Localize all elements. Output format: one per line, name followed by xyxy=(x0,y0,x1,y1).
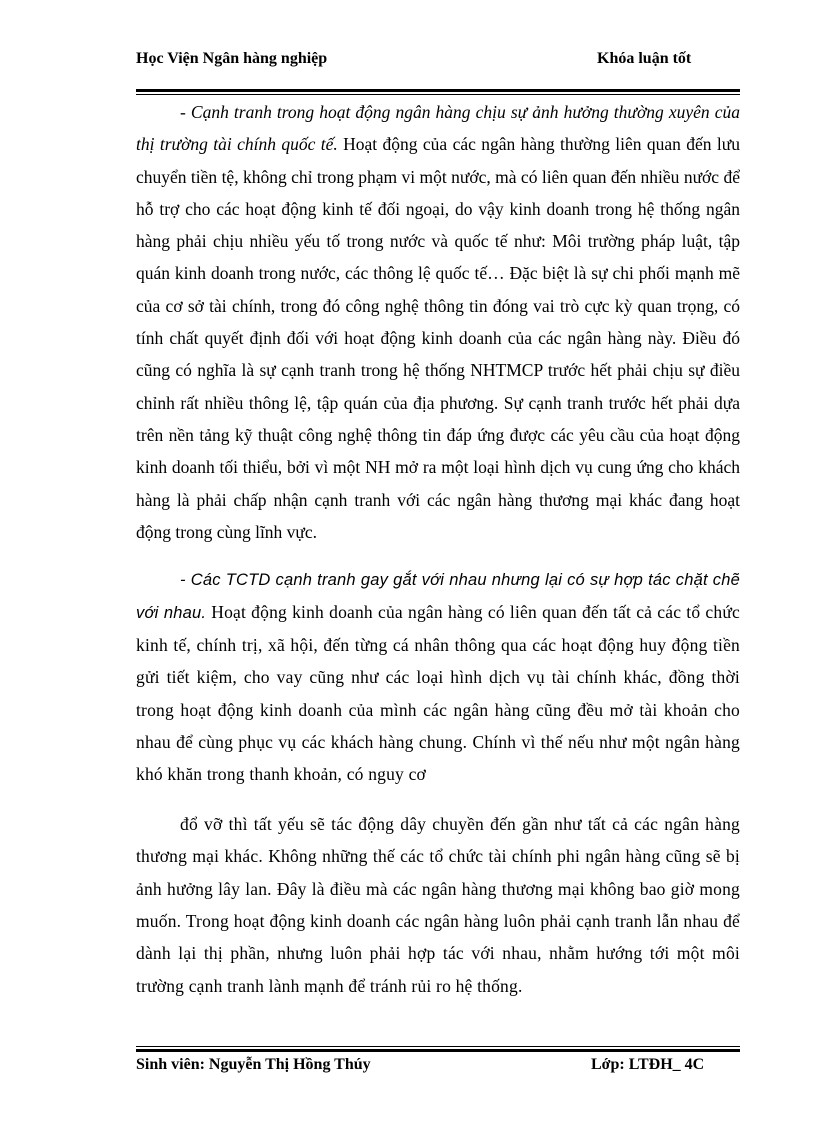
paragraph-2-text: Hoạt động kinh doanh của ngân hàng có liên quan đến tất cả các tổ chức kinh tế, chính trị, xã hội, đến từng cá nhân thông qua các hoạt động huy động tiền gửi tiết kiệm, cho vay cũng như các loại hình dịch vụ tài chính khác, đồng thời trong hoạt động kinh doanh của mình các ngân hàng cũng đều mở tài khoản cho nhau để cùng phục vụ các khách hàng chung. Chính vì thế nếu như một ngân hàng khó khăn trong thanh khoản, có nguy cơ xyxy=(136,601,740,785)
footer-rule-thick xyxy=(136,1049,740,1052)
paragraph-2 xyxy=(136,563,740,791)
paragraph-2-lead: - Các TCTD cạnh tranh gay gắt với nhau nhưng lại có sự hợp tác chặt chẽ với nhau. xyxy=(136,570,740,622)
body-text xyxy=(136,96,740,548)
paragraph-1-lead: - Cạnh tranh trong hoạt động ngân hàng chịu sự ảnh hưởng thường xuyên của thị trường tài chính quốc tế. xyxy=(136,102,740,155)
header-document-type: Khóa luận tốt xyxy=(597,50,692,67)
footer-class: Lớp: LTĐH_ 4C xyxy=(591,1056,705,1073)
page-footer xyxy=(136,1046,740,1086)
paragraph-1 xyxy=(136,96,740,548)
header-rule-thick xyxy=(136,89,740,92)
page-header xyxy=(136,48,740,94)
header-institution: Học Viện Ngân hàng nghiệp xyxy=(136,50,328,67)
paragraph-3-text: đổ vỡ thì tất yếu sẽ tác động dây chuyền đến gần như tất cả các ngân hàng thương mại khác. Không những thế các tổ chức tài chính phi ngân hàng cũng sẽ bị ảnh hưởng lây lan. Đây là điều mà các ngân hàng thương mại không bao giờ mong muốn. Trong hoạt động kinh doanh các ngân hàng luôn phải cạnh tranh lẫn nhau để dành lại thị phần, nhưng luôn phải hợp tác với nhau, nhằm hướng tới một môi trường cạnh tranh lành mạnh để tránh rủi ro hệ thống. xyxy=(136,814,740,996)
header-rule-thin xyxy=(136,94,740,95)
paragraph-1-text: Hoạt động của các ngân hàng thường liên quan đến lưu chuyển tiền tệ, không chỉ trong phạm vi một nước, mà có liên quan đến nhiều nước để hỗ trợ cho các hoạt động kinh tế đối ngoại, do vậy kinh doanh trong hệ thống ngân hàng phải chịu nhiều yếu tố trong nước và quốc tế như: Môi trường pháp luật, tập quán kinh doanh trong nước, các thông lệ quốc tế… Đặc biệt là sự chi phối mạnh mẽ của cơ sở tài chính, trong đó công nghệ thông tin đóng vai trò cực kỳ quan trọng, có tính chất quyết định đối với hoạt động kinh doanh của các ngân hàng này. Điều đó cũng có nghĩa là sự cạnh tranh trong hệ thống NHTMCP trước hết phải chịu sự điều chỉnh rất nhiều thông lệ, tập quán của địa phương. Sự cạnh tranh trước hết phải dựa trên nền tảng kỹ thuật công nghệ thông tin đáp ứng được các yêu cầu của hoạt động kinh doanh tối thiểu, bởi vì một NH mở ra một loại hình dịch vụ cung ứng cho khách hàng là phải chấp nhận cạnh tranh với các ngân hàng thương mại khác đang hoạt động trong cùng lĩnh vực. xyxy=(136,134,740,542)
footer-student-name: Sinh viên: Nguyễn Thị Hồng Thúy xyxy=(136,1056,371,1073)
body-text-continued xyxy=(136,545,740,1019)
footer-rule-thin xyxy=(136,1046,740,1047)
paragraph-3 xyxy=(136,808,740,1002)
